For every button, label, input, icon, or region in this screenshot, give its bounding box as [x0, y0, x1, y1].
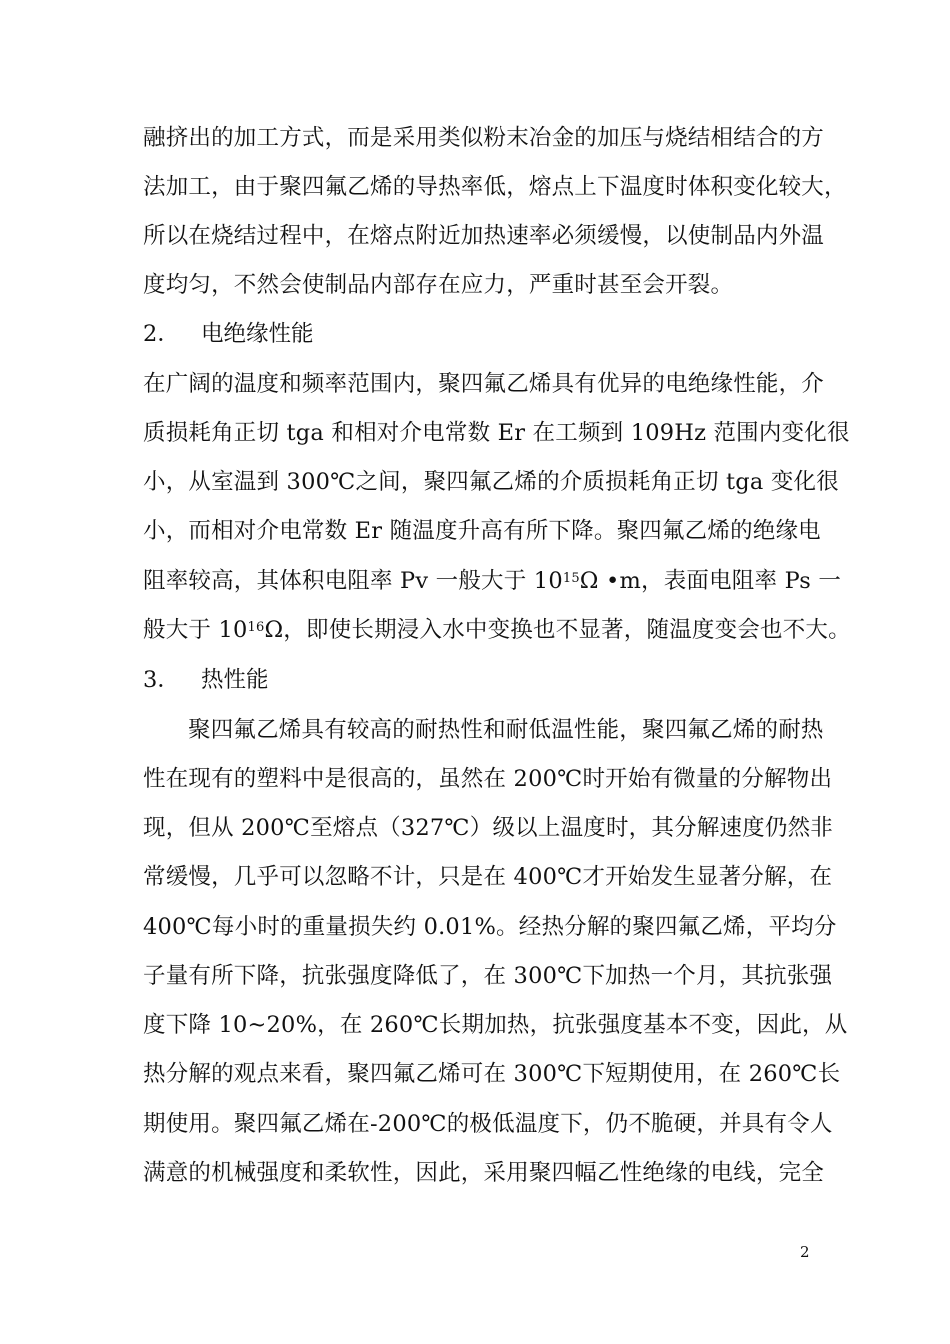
paragraph-line: [143, 566, 842, 596]
paragraph-line: 性在现有的塑料中是很高的，虽然在 200℃时开始有微量的分解物出: [143, 766, 833, 792]
text-run: Ω •m，表面电阻率 Ps 一: [579, 568, 842, 594]
paragraph-line: 热分解的观点来看，聚四氟乙烯可在 300℃下短期使用，在 260℃长: [143, 1061, 841, 1087]
paragraph-line: 融挤出的加工方式，而是采用类似粉末冶金的加压与烧结相结合的方: [143, 125, 825, 151]
paragraph-line: 聚四氟乙烯具有较高的耐热性和耐低温性能，聚四氟乙烯的耐热: [188, 717, 824, 743]
section-number: 3．: [143, 667, 180, 693]
paragraph-line: 小，从室温到 300℃之间，聚四氟乙烯的介质损耗角正切 tga 变化很: [143, 469, 839, 495]
section-title: 热性能: [201, 667, 269, 693]
paragraph-line: [143, 615, 851, 645]
section-title: 电绝缘性能: [201, 321, 314, 347]
paragraph-line: 满意的机械强度和柔软性，因此，采用聚四幅乙性绝缘的电线，完全: [143, 1160, 825, 1186]
paragraph-line: 子量有所下降，抗张强度降低了，在 300℃下加热一个月，其抗张强: [143, 963, 833, 989]
paragraph-line: 质损耗角正切 tga 和相对介电常数 Er 在工频到 109Hz 范围内变化很: [143, 420, 850, 446]
paragraph-line: 度均匀，不然会使制品内部存在应力，严重时甚至会开裂。: [143, 272, 734, 298]
paragraph-line: 期使用。聚四氟乙烯在-200℃的极低温度下，仍不脆硬，并具有令人: [143, 1111, 833, 1137]
paragraph-line: 法加工，由于聚四氟乙烯的导热率低，熔点上下温度时体积变化较大，: [143, 174, 847, 200]
superscript: 15: [562, 571, 580, 586]
paragraph-line: 400℃每小时的重量损失约 0.01%。经热分解的聚四氟乙烯，平均分: [143, 914, 837, 940]
paragraph-line: 在广阔的温度和频率范围内，聚四氟乙烯具有优异的电绝缘性能，介: [143, 371, 825, 397]
text-run: 阻率较高，其体积电阻率 Pv 一般大于 10: [143, 568, 563, 594]
paragraph-line: 现，但从 200℃至熔点（327℃）级以上温度时，其分解速度仍然非: [143, 815, 833, 841]
section-number: 2．: [143, 321, 180, 347]
superscript: 16: [247, 620, 265, 635]
text-run: 般大于 10: [143, 617, 248, 643]
paragraph-line: 所以在烧结过程中，在熔点附近加热速率必须缓慢，以使制品内外温: [143, 223, 825, 249]
text-run: Ω，即使长期浸入水中变换也不显著，随温度变会也不大。: [264, 617, 851, 643]
paragraph-line: 度下降 10~20%，在 260℃长期加热，抗张强度基本不变，因此，从: [143, 1012, 848, 1038]
paragraph-line: 小，而相对介电常数 Er 随温度升高有所下降。聚四氟乙烯的绝缘电: [143, 518, 821, 544]
paragraph-line: 常缓慢，几乎可以忽略不计，只是在 400℃才开始发生显著分解，在: [143, 864, 833, 890]
page-number: 2: [800, 1243, 810, 1261]
